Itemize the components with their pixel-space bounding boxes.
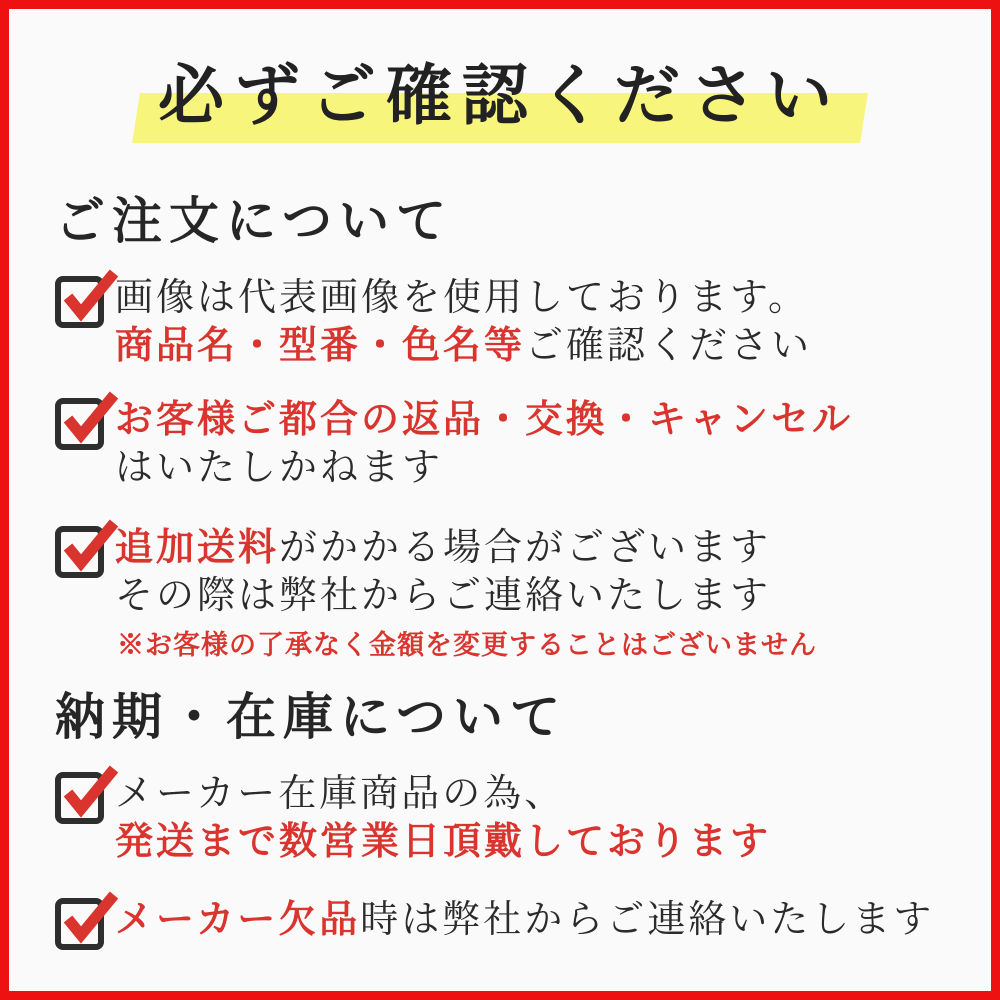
red-checkmark-icon [62,889,120,945]
section-heading-orders: ご注文について [55,191,453,250]
red-checkmark-icon [62,517,120,573]
item-footnote [115,629,817,663]
text-segment: がかかる場合がございます [279,525,772,569]
item-text [115,523,817,663]
text-segment-red: お客様ご都合の返品・交換・キャンセル [115,396,854,441]
page-title: 必ずご確認ください [158,56,842,134]
notice-item-representative-image [55,273,953,369]
item-line [115,571,817,619]
item-line [115,769,771,817]
notice-item-maker-shortage [55,895,953,950]
notice-content [9,191,991,950]
checked-checkbox-icon [55,398,104,450]
section-heading-delivery-stock: 納期・在庫について [55,687,567,746]
notice-item-extra-shipping [55,523,953,663]
notice-item-no-returns [55,395,953,491]
red-checkmark-icon [62,267,120,323]
item-text [115,395,853,491]
text-segment-red: ※お客様の了承なく金額を変更することはございません [117,630,817,661]
notice-item-maker-stock [55,769,953,865]
text-segment-red: 発送まで数営業日頂戴しております [115,818,772,863]
text-segment-red: メーカー欠品 [115,896,361,941]
checked-checkbox-icon [55,898,104,950]
text-segment-red: 追加送料 [115,524,280,569]
text-segment: はいたしかねます [115,445,444,489]
item-line [115,321,812,369]
red-checkmark-icon [62,389,120,445]
item-text [115,769,771,865]
text-segment-red: 商品名・型番・色名等 [115,322,526,367]
title-banner [9,45,991,153]
item-line [115,817,771,865]
checked-checkbox-icon [55,526,104,578]
item-text [115,895,934,943]
checked-checkbox-icon [55,772,104,824]
text-segment: メーカー在庫商品の為、 [115,771,566,815]
item-line [115,395,853,443]
item-line [115,273,812,321]
checked-checkbox-icon [55,276,104,328]
text-segment: その際は弊社からご連絡いたします [115,573,772,617]
item-line [115,895,934,943]
red-checkmark-icon [62,763,120,819]
text-segment: 時は弊社からご連絡いたします [360,897,935,941]
item-text [115,273,812,369]
item-line [115,443,853,491]
item-line [115,523,817,571]
text-segment: ご確認ください [525,323,813,367]
text-segment: 画像は代表画像を使用しております。 [115,275,809,319]
